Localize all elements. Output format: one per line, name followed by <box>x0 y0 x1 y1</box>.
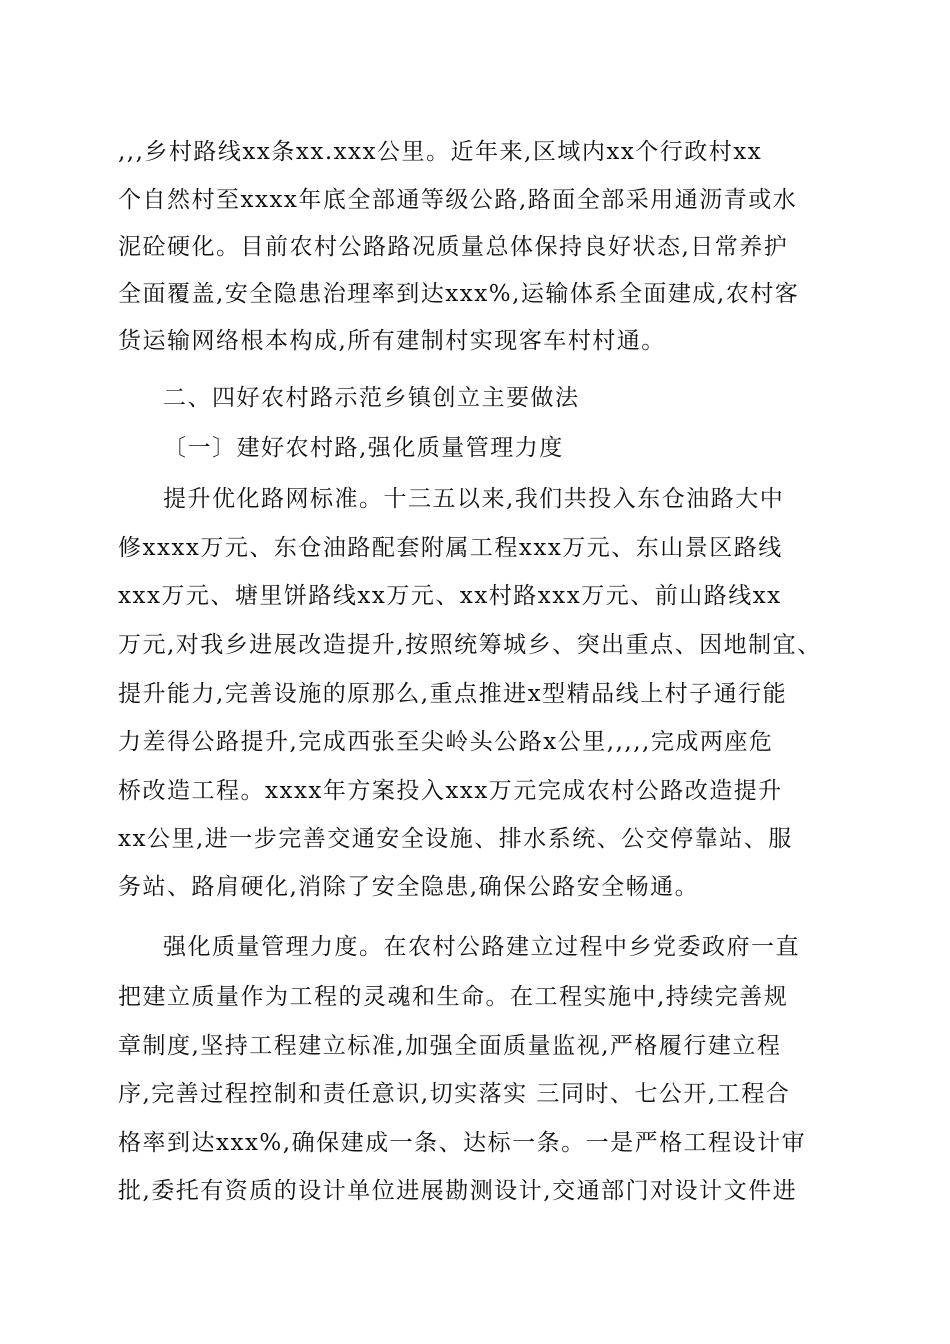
text-line: 章制度,坚持工程建立标准,加强全面质量监视,严格履行建立程 <box>118 1033 782 1059</box>
text-line: 万元,对我乡进展改造提升,按照统筹城乡、突出重点、因地制宜、 <box>118 632 822 658</box>
text-line: 把建立质量作为工程的灵魂和生命。在工程实施中,持续完善规 <box>118 984 789 1010</box>
text-line: xxx万元、塘里饼路线xx万元、xx村路xxx万元、前山路线xx <box>118 583 782 609</box>
text-line: 务站、路肩硬化,消除了安全隐患,确保公路安全畅通。 <box>118 874 700 900</box>
text-line: 货运输网络根本构成,所有建制村实现客车村村通。 <box>118 328 666 354</box>
text-line: 桥改造工程。xxxx年方案投入xxx万元完成农村公路改造提升 <box>118 778 783 804</box>
text-line: 修xxxx万元、东仓油路配套附属工程xxx万元、东山景区路线 <box>118 535 783 561</box>
text-line: 格率到达xxx%,确保建成一条、达标一条。一是严格工程设计审 <box>118 1130 807 1156</box>
text-line: 提升能力,完善设施的原那么,重点推进x型精品线上村子通行能 <box>118 681 788 707</box>
text-line: 序,完善过程控制和责任意识,切实落实 三同时、七公开,工程合 <box>118 1081 791 1107</box>
paragraph-start: 提升优化路网标准。十三五以来,我们共投入东仓油路大中 <box>163 486 785 512</box>
text-line: 全面覆盖,安全隐患治理率到达xxx%,运输体系全面建成,农村客 <box>118 281 800 307</box>
section-heading: 二、四好农村路示范乡镇创立主要做法 <box>163 385 580 411</box>
text-line: 泥砼硬化。目前农村公路路况质量总体保持良好状态,日常养护 <box>118 234 789 260</box>
paragraph-start: 强化质量管理力度。在农村公路建立过程中乡党委政府一直 <box>163 934 800 960</box>
text-line: 个自然村至xxxx年底全部通等级公路,路面全部采用通沥青或水 <box>118 187 798 213</box>
subsection-heading: 〔一〕建好农村路,强化质量管理力度 <box>163 435 564 461</box>
text-line: 力差得公路提升,完成西张至尖岭头公路x公里,,,,,完成两座危 <box>118 729 774 755</box>
text-line: 批,委托有资质的设计单位进展勘测设计,交通部门对设计文件进 <box>118 1178 798 1204</box>
text-line: ,,,乡村路线xx条xx.xxx公里。近年来,区域内xx个行政村xx <box>118 139 763 165</box>
text-line: xx公里,进一步完善交通安全设施、排水系统、公交停靠站、服 <box>118 826 793 852</box>
